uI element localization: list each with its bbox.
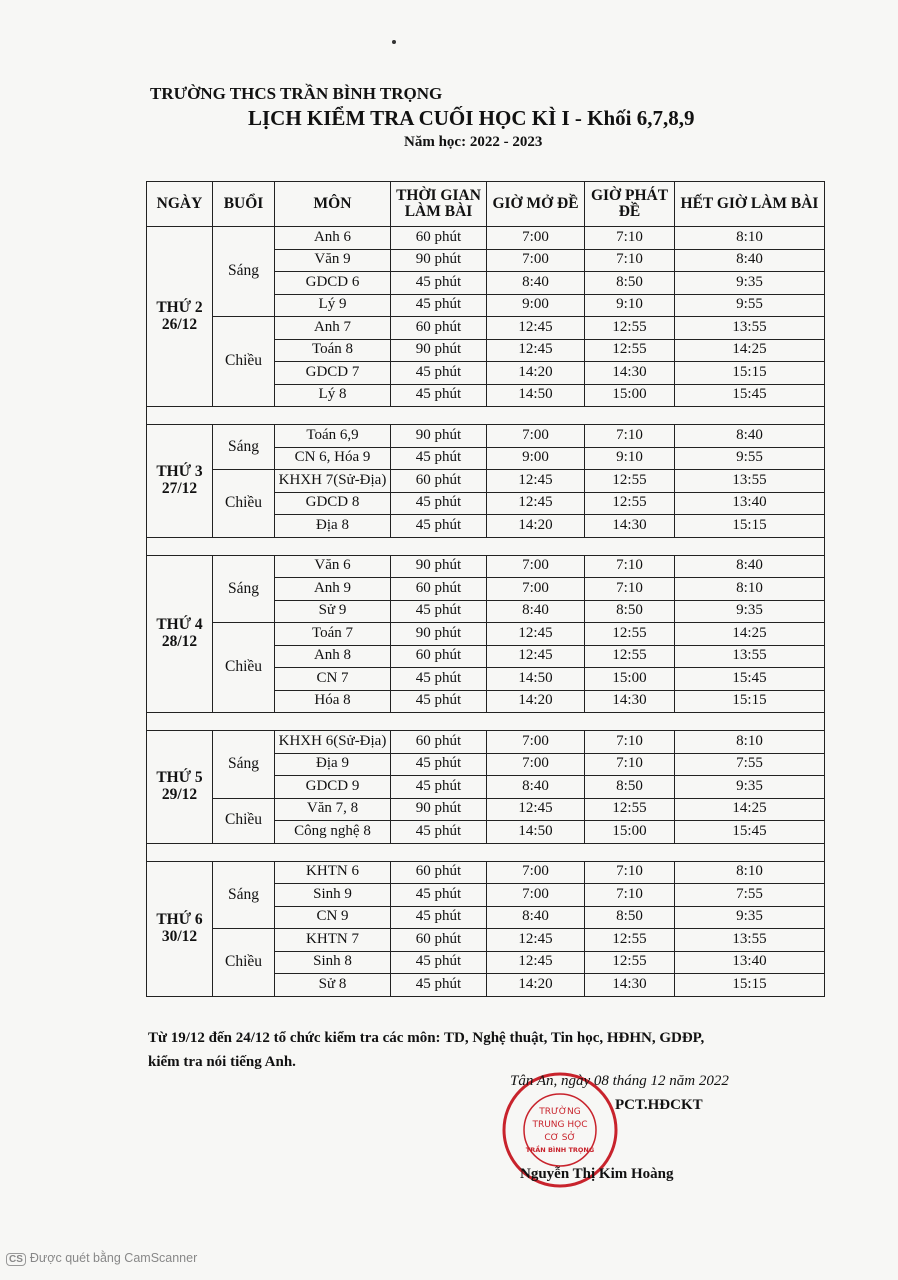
note-line-1: Từ 19/12 đến 24/12 tổ chức kiểm tra các môn: TD, Nghệ thuật, Tin học, HĐHN, GDĐP, — [148, 1030, 705, 1046]
stamp-text-2: TRUNG HỌC — [532, 1120, 588, 1130]
day-cell — [147, 861, 213, 996]
day-date: 28/12 — [161, 632, 198, 650]
day-cell — [147, 731, 213, 844]
end-time-cell: 13:40 — [675, 951, 825, 974]
note-line-2: kiểm tra nói tiếng Anh. — [148, 1054, 296, 1070]
end-time-cell: 8:10 — [675, 227, 825, 250]
release-time-cell: 12:55 — [585, 951, 675, 974]
end-time-cell: 9:35 — [675, 906, 825, 929]
open-time-cell: 7:00 — [487, 884, 585, 907]
header-day: NGÀY — [147, 182, 213, 227]
subject-cell: Toán 6,9 — [275, 425, 391, 448]
release-time-cell: 9:10 — [585, 447, 675, 470]
duration-cell: 90 phút — [391, 425, 487, 448]
duration-cell: 45 phút — [391, 668, 487, 691]
table-row — [147, 317, 825, 340]
duration-cell: 45 phút — [391, 294, 487, 317]
open-time-cell: 8:40 — [487, 272, 585, 295]
open-time-cell: 7:00 — [487, 731, 585, 754]
exam-schedule-table — [146, 181, 825, 997]
day-name: THỨ 6 — [156, 911, 203, 929]
table-row — [147, 425, 825, 448]
duration-cell: 90 phút — [391, 623, 487, 646]
release-time-cell: 7:10 — [585, 555, 675, 578]
release-time-cell: 7:10 — [585, 227, 675, 250]
day-date: 29/12 — [161, 785, 198, 803]
document-title: LỊCH KIỂM TRA CUỐI HỌC KÌ I - Khối 6,7,8,9 — [248, 106, 695, 130]
table-row — [147, 470, 825, 493]
open-time-cell: 7:00 — [487, 861, 585, 884]
end-time-cell: 15:45 — [675, 821, 825, 844]
open-time-cell: 7:00 — [487, 753, 585, 776]
table-row — [147, 731, 825, 754]
subject-cell: KHXH 6(Sử-Địa) — [275, 731, 391, 754]
release-time-cell: 12:55 — [585, 623, 675, 646]
separator-cell — [147, 843, 825, 861]
header-end-time: HẾT GIỜ LÀM BÀI — [675, 182, 825, 227]
end-time-cell: 14:25 — [675, 798, 825, 821]
duration-cell: 45 phút — [391, 515, 487, 538]
duration-cell: 60 phút — [391, 227, 487, 250]
release-time-cell: 7:10 — [585, 731, 675, 754]
release-time-cell: 14:30 — [585, 974, 675, 997]
signer-name: Nguyễn Thị Kim Hoàng — [520, 1166, 674, 1182]
table-row — [147, 623, 825, 646]
open-time-cell: 7:00 — [487, 425, 585, 448]
day-name: THỨ 5 — [156, 769, 203, 787]
open-time-cell: 8:40 — [487, 776, 585, 799]
end-time-cell: 8:10 — [675, 578, 825, 601]
open-time-cell: 12:45 — [487, 339, 585, 362]
subject-cell: Sử 9 — [275, 600, 391, 623]
subject-cell: Sử 8 — [275, 974, 391, 997]
subject-cell: GDCD 8 — [275, 492, 391, 515]
open-time-cell: 8:40 — [487, 906, 585, 929]
duration-cell: 45 phút — [391, 690, 487, 713]
open-time-cell: 12:45 — [487, 470, 585, 493]
day-separator — [147, 843, 825, 861]
day-cell — [147, 555, 213, 713]
subject-cell: Anh 8 — [275, 645, 391, 668]
day-name: THỨ 3 — [156, 463, 203, 481]
end-time-cell: 8:10 — [675, 731, 825, 754]
session-cell: Sáng — [213, 227, 275, 317]
open-time-cell: 14:20 — [487, 515, 585, 538]
duration-cell: 60 phút — [391, 645, 487, 668]
day-name: THỨ 4 — [156, 616, 203, 634]
release-time-cell: 7:10 — [585, 425, 675, 448]
end-time-cell: 9:35 — [675, 272, 825, 295]
session-cell: Sáng — [213, 861, 275, 929]
end-time-cell: 7:55 — [675, 753, 825, 776]
subject-cell: Văn 7, 8 — [275, 798, 391, 821]
release-time-cell: 12:55 — [585, 317, 675, 340]
duration-cell: 60 phút — [391, 929, 487, 952]
session-cell: Chiều — [213, 317, 275, 407]
release-time-cell: 7:10 — [585, 578, 675, 601]
open-time-cell: 12:45 — [487, 623, 585, 646]
table-row — [147, 861, 825, 884]
duration-cell: 45 phút — [391, 974, 487, 997]
subject-cell: CN 7 — [275, 668, 391, 691]
school-name: TRƯỜNG THCS TRẦN BÌNH TRỌNG — [150, 84, 443, 103]
duration-cell: 90 phút — [391, 798, 487, 821]
duration-cell: 45 phút — [391, 951, 487, 974]
subject-cell: CN 9 — [275, 906, 391, 929]
release-time-cell: 15:00 — [585, 384, 675, 407]
end-time-cell: 8:10 — [675, 861, 825, 884]
open-time-cell: 7:00 — [487, 555, 585, 578]
subject-cell: KHTN 7 — [275, 929, 391, 952]
subject-cell: Toán 7 — [275, 623, 391, 646]
subject-cell: GDCD 6 — [275, 272, 391, 295]
camscanner-logo-icon: CS — [6, 1253, 26, 1266]
subject-cell: Sinh 8 — [275, 951, 391, 974]
subject-cell: Văn 9 — [275, 249, 391, 272]
open-time-cell: 7:00 — [487, 578, 585, 601]
duration-cell: 45 phút — [391, 776, 487, 799]
table-row — [147, 929, 825, 952]
duration-cell: 45 phút — [391, 753, 487, 776]
end-time-cell: 9:55 — [675, 447, 825, 470]
duration-cell: 45 phút — [391, 906, 487, 929]
end-time-cell: 15:15 — [675, 362, 825, 385]
table-row — [147, 798, 825, 821]
scan-dot — [392, 40, 396, 44]
open-time-cell: 14:50 — [487, 821, 585, 844]
table-row — [147, 555, 825, 578]
release-time-cell: 7:10 — [585, 861, 675, 884]
table-row — [147, 227, 825, 250]
subject-cell: KHXH 7(Sử-Địa) — [275, 470, 391, 493]
end-time-cell: 9:35 — [675, 776, 825, 799]
day-separator — [147, 537, 825, 555]
release-time-cell: 14:30 — [585, 515, 675, 538]
session-cell: Chiều — [213, 623, 275, 713]
header-row — [147, 182, 825, 227]
end-time-cell: 9:55 — [675, 294, 825, 317]
subject-cell: Hóa 8 — [275, 690, 391, 713]
duration-cell: 90 phút — [391, 249, 487, 272]
duration-cell: 45 phút — [391, 362, 487, 385]
duration-cell: 60 phút — [391, 317, 487, 340]
subject-cell: Lý 8 — [275, 384, 391, 407]
duration-cell: 45 phút — [391, 600, 487, 623]
end-time-cell: 15:15 — [675, 974, 825, 997]
end-time-cell: 13:55 — [675, 645, 825, 668]
release-time-cell: 8:50 — [585, 906, 675, 929]
duration-cell: 45 phút — [391, 821, 487, 844]
duration-cell: 60 phút — [391, 731, 487, 754]
end-time-cell: 13:55 — [675, 470, 825, 493]
release-time-cell: 8:50 — [585, 600, 675, 623]
day-date: 26/12 — [161, 315, 198, 333]
separator-cell — [147, 713, 825, 731]
session-cell: Chiều — [213, 798, 275, 843]
day-date: 30/12 — [161, 927, 198, 945]
place-date: Tân An, ngày 08 tháng 12 năm 2022 — [510, 1073, 729, 1089]
header-release-time: GIỜ PHÁT ĐỀ — [585, 182, 675, 227]
subject-cell: Lý 9 — [275, 294, 391, 317]
open-time-cell: 12:45 — [487, 645, 585, 668]
end-time-cell: 14:25 — [675, 339, 825, 362]
end-time-cell: 9:35 — [675, 600, 825, 623]
open-time-cell: 9:00 — [487, 447, 585, 470]
end-time-cell: 15:45 — [675, 668, 825, 691]
duration-cell: 60 phút — [391, 470, 487, 493]
scanner-footer — [6, 1251, 197, 1266]
duration-cell: 90 phút — [391, 555, 487, 578]
open-time-cell: 14:50 — [487, 384, 585, 407]
release-time-cell: 14:30 — [585, 362, 675, 385]
school-year: Năm học: 2022 - 2023 — [404, 134, 543, 150]
day-separator — [147, 713, 825, 731]
stamp-inner-ring — [524, 1094, 596, 1166]
release-time-cell: 12:55 — [585, 929, 675, 952]
release-time-cell: 7:10 — [585, 249, 675, 272]
open-time-cell: 12:45 — [487, 317, 585, 340]
session-cell: Sáng — [213, 555, 275, 623]
end-time-cell: 13:55 — [675, 929, 825, 952]
duration-cell: 90 phút — [391, 339, 487, 362]
release-time-cell: 7:10 — [585, 884, 675, 907]
header-duration: THỜI GIAN LÀM BÀI — [391, 182, 487, 227]
open-time-cell: 14:20 — [487, 974, 585, 997]
day-name: THỨ 2 — [156, 299, 203, 317]
end-time-cell: 15:15 — [675, 515, 825, 538]
schedule-body — [147, 227, 825, 997]
session-cell: Sáng — [213, 425, 275, 470]
end-time-cell: 14:25 — [675, 623, 825, 646]
subject-cell: Văn 6 — [275, 555, 391, 578]
release-time-cell: 15:00 — [585, 821, 675, 844]
session-cell: Sáng — [213, 731, 275, 799]
open-time-cell: 12:45 — [487, 492, 585, 515]
subject-cell: Sinh 9 — [275, 884, 391, 907]
day-date: 27/12 — [161, 479, 198, 497]
subject-cell: KHTN 6 — [275, 861, 391, 884]
end-time-cell: 15:45 — [675, 384, 825, 407]
stamp-text-4: TRẦN BÌNH TRỌNG — [525, 1146, 595, 1154]
signer-role: PCT.HĐCKT — [615, 1097, 703, 1113]
end-time-cell: 8:40 — [675, 425, 825, 448]
subject-cell: Anh 6 — [275, 227, 391, 250]
end-time-cell: 8:40 — [675, 249, 825, 272]
stamp-text-1: TRƯỜNG — [539, 1107, 581, 1117]
duration-cell: 45 phút — [391, 384, 487, 407]
day-cell — [147, 425, 213, 538]
day-separator — [147, 407, 825, 425]
header-session: BUỔI — [213, 182, 275, 227]
duration-cell: 45 phút — [391, 447, 487, 470]
day-cell — [147, 227, 213, 407]
session-cell: Chiều — [213, 470, 275, 538]
subject-cell: Công nghệ 8 — [275, 821, 391, 844]
subject-cell: Địa 9 — [275, 753, 391, 776]
release-time-cell: 12:55 — [585, 470, 675, 493]
open-time-cell: 14:20 — [487, 362, 585, 385]
open-time-cell: 12:45 — [487, 929, 585, 952]
subject-cell: CN 6, Hóa 9 — [275, 447, 391, 470]
duration-cell: 45 phút — [391, 492, 487, 515]
header-open-time: GIỜ MỞ ĐỀ — [487, 182, 585, 227]
release-time-cell: 12:55 — [585, 339, 675, 362]
release-time-cell: 7:10 — [585, 753, 675, 776]
open-time-cell: 14:50 — [487, 668, 585, 691]
duration-cell: 45 phút — [391, 884, 487, 907]
subject-cell: GDCD 9 — [275, 776, 391, 799]
stamp-text-3: CƠ SỞ — [544, 1133, 576, 1143]
scanner-footer-text: Được quét bằng CamScanner — [29, 1251, 198, 1265]
open-time-cell: 14:20 — [487, 690, 585, 713]
end-time-cell: 15:15 — [675, 690, 825, 713]
duration-cell: 60 phút — [391, 578, 487, 601]
open-time-cell: 12:45 — [487, 951, 585, 974]
open-time-cell: 7:00 — [487, 227, 585, 250]
subject-cell: Toán 8 — [275, 339, 391, 362]
open-time-cell: 9:00 — [487, 294, 585, 317]
release-time-cell: 14:30 — [585, 690, 675, 713]
release-time-cell: 8:50 — [585, 776, 675, 799]
release-time-cell: 12:55 — [585, 492, 675, 515]
duration-cell: 60 phút — [391, 861, 487, 884]
end-time-cell: 8:40 — [675, 555, 825, 578]
release-time-cell: 15:00 — [585, 668, 675, 691]
end-time-cell: 13:40 — [675, 492, 825, 515]
separator-cell — [147, 407, 825, 425]
open-time-cell: 7:00 — [487, 249, 585, 272]
end-time-cell: 13:55 — [675, 317, 825, 340]
separator-cell — [147, 537, 825, 555]
open-time-cell: 8:40 — [487, 600, 585, 623]
release-time-cell: 12:55 — [585, 798, 675, 821]
header-subject: MÔN — [275, 182, 391, 227]
subject-cell: Anh 9 — [275, 578, 391, 601]
release-time-cell: 8:50 — [585, 272, 675, 295]
release-time-cell: 9:10 — [585, 294, 675, 317]
release-time-cell: 12:55 — [585, 645, 675, 668]
session-cell: Chiều — [213, 929, 275, 997]
subject-cell: Địa 8 — [275, 515, 391, 538]
duration-cell: 45 phút — [391, 272, 487, 295]
subject-cell: GDCD 7 — [275, 362, 391, 385]
open-time-cell: 12:45 — [487, 798, 585, 821]
subject-cell: Anh 7 — [275, 317, 391, 340]
end-time-cell: 7:55 — [675, 884, 825, 907]
